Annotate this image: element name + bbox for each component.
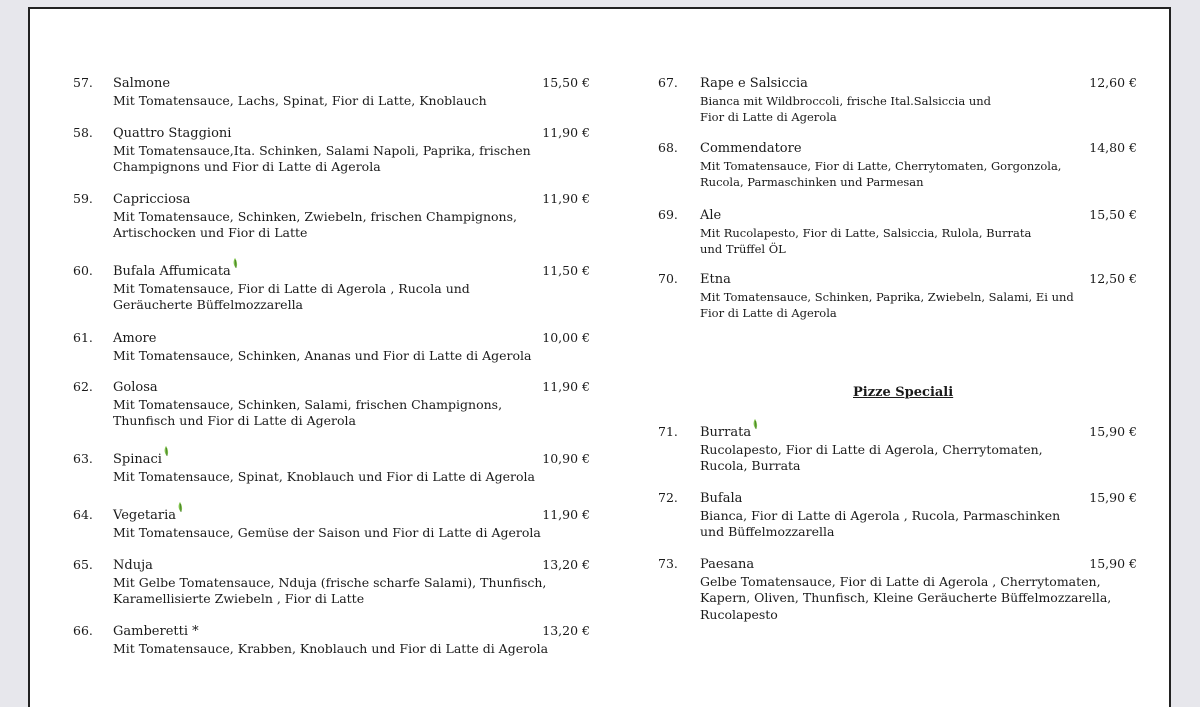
item-description: Mit Tomatensauce,Ita. Schinken, Salami Napoli, Paprika, frischen Champignons und Fior di Latte di Agerola xyxy=(113,142,531,174)
vegetarian-leaf-icon xyxy=(163,445,171,457)
vegetarian-leaf-icon xyxy=(752,418,760,430)
item-description: Mit Tomatensauce, Lachs, Spinat, Fior di Latte, Knoblauch xyxy=(113,92,487,108)
item-price: 15,50 € xyxy=(1089,207,1137,222)
item-number: 71. xyxy=(658,424,678,439)
item-description: Mit Tomatensauce, Schinken, Zwiebeln, frischen Champignons, Artischocken und Fior di Latte xyxy=(113,208,517,240)
item-name: Bufala Affumicata xyxy=(113,264,231,279)
item-name: Vegetaria xyxy=(113,508,177,523)
item-number: 62. xyxy=(73,379,93,394)
item-description: Gelbe Tomatensauce, Fior di Latte di Agerola , Cherrytomaten, Kapern, Oliven, Thunfisch, Kleine Geräucherte Büffelmozzarella, Rucolapesto xyxy=(700,573,1112,622)
item-price: 11,90 € xyxy=(542,125,590,140)
item-price: 15,90 € xyxy=(1089,556,1137,571)
item-number: 67. xyxy=(658,75,678,90)
item-description: Mit Gelbe Tomatensauce, Nduja (frische scharfe Salami), Thunfisch, Karamellisierte Zwiebeln , Fior di Latte xyxy=(113,574,547,606)
item-price: 13,20 € xyxy=(542,623,590,638)
item-name: Burrata xyxy=(700,425,752,440)
item-price: 11,90 € xyxy=(542,379,590,394)
item-price: 10,00 € xyxy=(542,330,590,345)
item-description: Mit Tomatensauce, Krabben, Knoblauch und Fior di Latte di Agerola xyxy=(113,640,549,656)
item-name: Nduja xyxy=(113,558,153,573)
item-description: Mit Rucolapesto, Fior di Latte, Salsiccia, Rulola, Burrata und Trüffel ÖL xyxy=(700,225,1032,256)
item-name: Golosa xyxy=(113,380,158,395)
item-description: Mit Tomatensauce, Fior di Latte, Cherrytomaten, Gorgonzola, Rucola, Parmaschinken und Parmesan xyxy=(700,158,1062,189)
item-number: 58. xyxy=(73,125,93,140)
section-title-pizze-speciali: Pizze Speciali xyxy=(853,385,954,400)
item-number: 73. xyxy=(658,556,678,571)
item-name: Quattro Staggioni xyxy=(113,126,232,141)
item-name: Salmone xyxy=(113,76,171,91)
item-number: 57. xyxy=(73,75,93,90)
item-price: 13,20 € xyxy=(542,557,590,572)
item-name: Capricciosa xyxy=(113,192,191,207)
item-price: 11,90 € xyxy=(542,507,590,522)
item-name: Spinaci xyxy=(113,452,162,467)
item-name: Rape e Salsiccia xyxy=(700,76,808,91)
item-description: Bianca mit Wildbroccoli, frische Ital.Salsiccia und Fior di Latte di Agerola xyxy=(700,93,992,124)
item-description: Mit Tomatensauce, Schinken, Salami, frischen Champignons, Thunfisch und Fior di Latte di Agerola xyxy=(113,396,503,428)
item-number: 70. xyxy=(658,271,678,286)
item-number: 60. xyxy=(73,263,93,278)
item-price: 15,90 € xyxy=(1089,490,1137,505)
item-price: 14,80 € xyxy=(1089,140,1137,155)
item-name: Etna xyxy=(700,272,731,287)
item-price: 12,50 € xyxy=(1089,271,1137,286)
item-number: 59. xyxy=(73,191,93,206)
item-name: Gamberetti * xyxy=(113,624,199,639)
item-number: 72. xyxy=(658,490,678,505)
item-price: 15,90 € xyxy=(1089,424,1137,439)
item-description: Bianca, Fior di Latte di Agerola , Rucola, Parmaschinken und Büffelmozzarella xyxy=(700,507,1061,539)
item-number: 66. xyxy=(73,623,93,638)
item-price: 15,50 € xyxy=(542,75,590,90)
item-name: Amore xyxy=(113,331,157,346)
item-description: Mit Tomatensauce, Gemüse der Saison und Fior di Latte di Agerola xyxy=(113,524,541,540)
item-name: Ale xyxy=(700,208,722,223)
item-number: 63. xyxy=(73,451,93,466)
item-description: Mit Tomatensauce, Schinken, Paprika, Zwiebeln, Salami, Ei und Fior di Latte di Agerola xyxy=(700,289,1074,320)
item-description: Mit Tomatensauce, Spinat, Knoblauch und Fior di Latte di Agerola xyxy=(113,468,535,484)
menu-page xyxy=(28,7,1171,707)
item-description: Mit Tomatensauce, Fior di Latte di Agerola , Rucola und Geräucherte Büffelmozzarella xyxy=(113,280,470,312)
item-price: 12,60 € xyxy=(1089,75,1137,90)
item-name: Commendatore xyxy=(700,141,802,156)
item-description: Mit Tomatensauce, Schinken, Ananas und Fior di Latte di Agerola xyxy=(113,347,532,363)
item-number: 65. xyxy=(73,557,93,572)
item-price: 11,90 € xyxy=(542,191,590,206)
item-description: Rucolapesto, Fior di Latte di Agerola, Cherrytomaten, Rucola, Burrata xyxy=(700,441,1043,473)
item-number: 68. xyxy=(658,140,678,155)
vegetarian-leaf-icon xyxy=(232,257,240,269)
item-price: 10,90 € xyxy=(542,451,590,466)
item-number: 64. xyxy=(73,507,93,522)
item-number: 69. xyxy=(658,207,678,222)
item-price: 11,50 € xyxy=(542,263,590,278)
item-name: Bufala xyxy=(700,491,743,506)
vegetarian-leaf-icon xyxy=(177,501,185,513)
item-number: 61. xyxy=(73,330,93,345)
item-name: Paesana xyxy=(700,557,755,572)
